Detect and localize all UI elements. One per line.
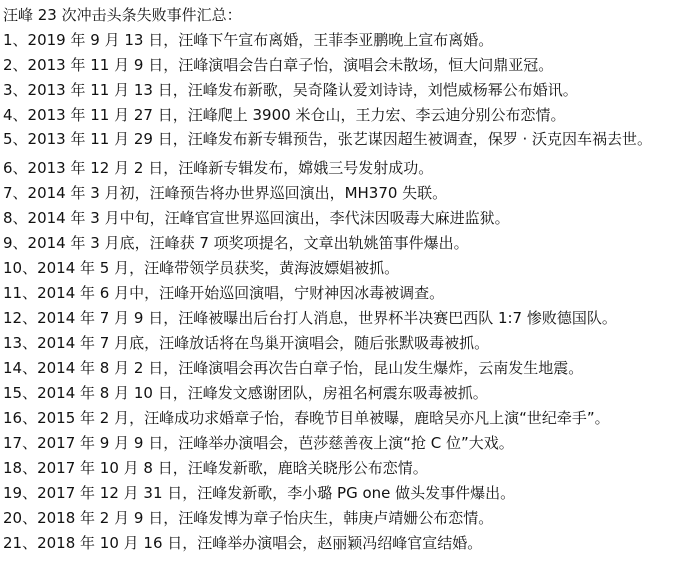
- list-item-20: 20、2018 年 2 月 9 日，汪峰发博为章子怡庆生，韩庚卢靖姗公布恋情。: [3, 509, 494, 527]
- list-item-10: 10、2014 年 5 月，汪峰带领学员获奖，黄海波嫖娼被抓。: [3, 259, 400, 277]
- list-item-2: 2、2013 年 11 月 9 日，汪峰演唱会告白章子怡，演唱会未散场，恒大问鼎亚冠。: [3, 56, 554, 74]
- list-item-16: 16、2015 年 2 月，汪峰成功求婚章子怡，春晚节目单被曝，鹿晗吴亦凡上演“世纪牵手”。: [3, 409, 610, 427]
- list-item-9: 9、2014 年 3 月底，汪峰获 7 项奖项提名，文章出轨姚笛事件爆出。: [3, 234, 469, 252]
- list-item-15: 15、2014 年 8 月 10 日，汪峰发文感谢团队，房祖名柯震东吸毒被抓。: [3, 384, 488, 402]
- article-body: [3, 3, 675, 556]
- list-item-17: 17、2017 年 9 月 9 日，汪峰举办演唱会，芭莎慈善夜上演“抢 C 位”大戏。: [3, 434, 514, 452]
- list-item-1: 1、2019 年 9 月 13 日，汪峰下午宣布离婚，王菲李亚鹏晚上宣布离婚。: [3, 31, 494, 49]
- list-item-8: 8、2014 年 3 月中旬，汪峰官宣世界巡回演出，李代沫因吸毒大麻进监狱。: [3, 209, 510, 227]
- list-item-7: 7、2014 年 3 月初，汪峰预告将办世界巡回演出，MH370 失联。: [3, 184, 448, 202]
- list-item-6: 6、2013 年 12 月 2 日，汪峰新专辑发布，嫦娥三号发射成功。: [3, 159, 434, 177]
- article-title: 汪峰 23 次冲击头条失败事件汇总：: [3, 6, 242, 24]
- list-item-11: 11、2014 年 6 月中，汪峰开始巡回演唱，宁财神因冰毒被调查。: [3, 284, 445, 302]
- list-item-21: 21、2018 年 10 月 16 日，汪峰举办演唱会，赵丽颖冯绍峰官宣结婚。: [3, 534, 483, 552]
- list-item-4: 4、2013 年 11 月 27 日，汪峰爬上 3900 米仓山，王力宏、李云迪分别公布恋情。: [3, 106, 566, 124]
- list-item-19: 19、2017 年 12 月 31 日，汪峰发新歌，李小璐 PG one 做头发事件爆出。: [3, 484, 516, 502]
- list-item-5: 5、2013 年 11 月 29 日，汪峰发布新专辑预告，张艺谋因超生被调查，保罗 · 沃克因车祸去世。: [3, 130, 653, 148]
- list-item-3: 3、2013 年 11 月 13 日，汪峰发布新歌，吴奇隆认爱刘诗诗，刘恺威杨幂公布婚讯。: [3, 81, 578, 99]
- list-item-14: 14、2014 年 8 月 2 日，汪峰演唱会再次告白章子怡，昆山发生爆炸，云南发生地震。: [3, 359, 584, 377]
- list-item-18: 18、2017 年 10 月 8 日，汪峰发新歌，鹿晗关晓彤公布恋情。: [3, 459, 428, 477]
- list-item-12: 12、2014 年 7 月 9 日，汪峰被曝出后台打人消息，世界杯半决赛巴西队 1:7 惨败德国队。: [3, 309, 617, 327]
- list-item-13: 13、2014 年 7 月底，汪峰放话将在鸟巢开演唱会，随后张默吸毒被抓。: [3, 334, 490, 352]
